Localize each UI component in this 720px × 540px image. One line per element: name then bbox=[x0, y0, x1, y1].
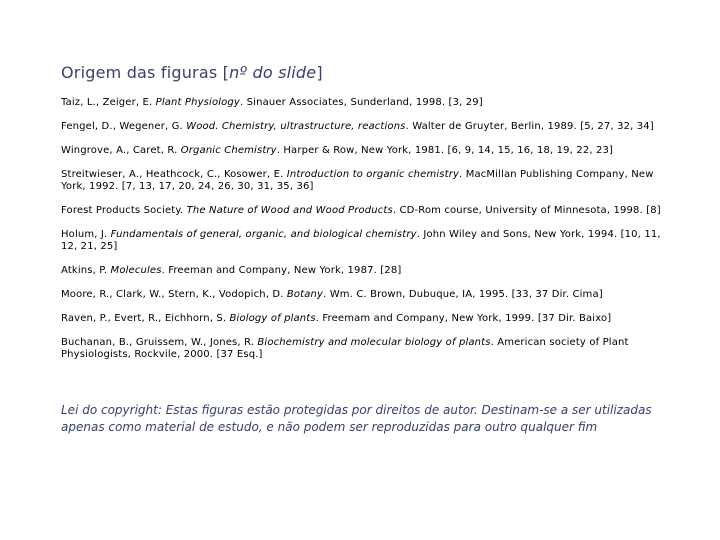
reference-title: The Nature of Wood and Wood Products bbox=[186, 205, 393, 216]
reference-title: Fundamentals of general, organic, and biological chemistry bbox=[110, 229, 417, 240]
reference-details: . American society of Plant Physiologists, Rockvile, 2000. [37 Esq.] bbox=[61, 337, 629, 360]
reference-authors: Atkins, P. bbox=[61, 265, 111, 276]
reference-item bbox=[61, 169, 677, 193]
reference-item bbox=[61, 229, 677, 253]
copyright-notice: Lei do copyright: Estas figuras estão protegidas por direitos de autor. Destinam-se a ser utilizadas apenas como material de estudo, e não podem ser reproduzidas para outro qualquer fim bbox=[61, 403, 652, 434]
reference-title: Molecules bbox=[110, 265, 162, 276]
reference-authors: Raven, P., Evert, R., Eichhorn, S. bbox=[61, 313, 230, 324]
reference-authors: Buchanan, B., Gruissem, W., Jones, R. bbox=[61, 337, 258, 348]
reference-item bbox=[61, 205, 677, 217]
reference-authors: Holum, J. bbox=[61, 229, 111, 240]
reference-authors: Wingrove, A., Caret, R. bbox=[61, 145, 181, 156]
reference-authors: Moore, R., Clark, W., Stern, K., Vodopich, D. bbox=[61, 289, 287, 300]
reference-title: Biology of plants bbox=[229, 313, 316, 324]
title-italic-text: nº do slide bbox=[229, 63, 317, 82]
reference-list bbox=[61, 97, 677, 373]
reference-details: . John Wiley and Sons, New York, 1994. [10, 11, 12, 21, 25] bbox=[61, 229, 661, 252]
reference-details: . Walter de Gruyter, Berlin, 1989. [5, 27, 32, 34] bbox=[405, 121, 654, 132]
reference-item bbox=[61, 97, 677, 109]
reference-details: . Harper & Row, New York, 1981. [6, 9, 14, 15, 16, 18, 19, 22, 23] bbox=[276, 145, 614, 156]
title-close-bracket: ] bbox=[316, 63, 323, 82]
title-text: Origem das figuras [ bbox=[61, 63, 230, 82]
reference-item bbox=[61, 289, 677, 301]
reference-title: Botany bbox=[286, 289, 324, 300]
reference-details: . Wm. C. Brown, Dubuque, IA, 1995. [33, 37 Dir. Cima] bbox=[323, 289, 603, 300]
reference-title: Wood. Chemistry, ultrastructure, reactions bbox=[186, 121, 406, 132]
reference-title: Plant Physiology bbox=[155, 97, 240, 108]
reference-details: . Freeman and Company, New York, 1987. [28] bbox=[161, 265, 402, 276]
reference-item bbox=[61, 337, 677, 361]
reference-title: Biochemistry and molecular biology of plants bbox=[257, 337, 491, 348]
reference-authors: Fengel, D., Wegener, G. bbox=[61, 121, 187, 132]
reference-details: . MacMillan Publishing Company, New York, 1992. [7, 13, 17, 20, 24, 26, 30, 31, 35, 36] bbox=[61, 169, 654, 192]
reference-item bbox=[61, 265, 677, 277]
reference-authors: Forest Products Society. bbox=[61, 205, 187, 216]
reference-item bbox=[61, 121, 677, 133]
reference-details: . CD-Rom course, University of Minnesota, 1998. [8] bbox=[392, 205, 661, 216]
reference-details: . Freemam and Company, New York, 1999. [37 Dir. Baixo] bbox=[315, 313, 612, 324]
reference-title: Organic Chemistry bbox=[180, 145, 277, 156]
reference-item bbox=[61, 313, 677, 325]
reference-authors: Taiz, L., Zeiger, E. bbox=[61, 97, 156, 108]
reference-details: . Sinauer Associates, Sunderland, 1998. [3, 29] bbox=[240, 97, 483, 108]
slide-title bbox=[61, 63, 323, 82]
reference-item bbox=[61, 145, 677, 157]
reference-title: Introduction to organic chemistry bbox=[286, 169, 460, 180]
reference-authors: Streitwieser, A., Heathcock, C., Kosower, E. bbox=[61, 169, 287, 180]
